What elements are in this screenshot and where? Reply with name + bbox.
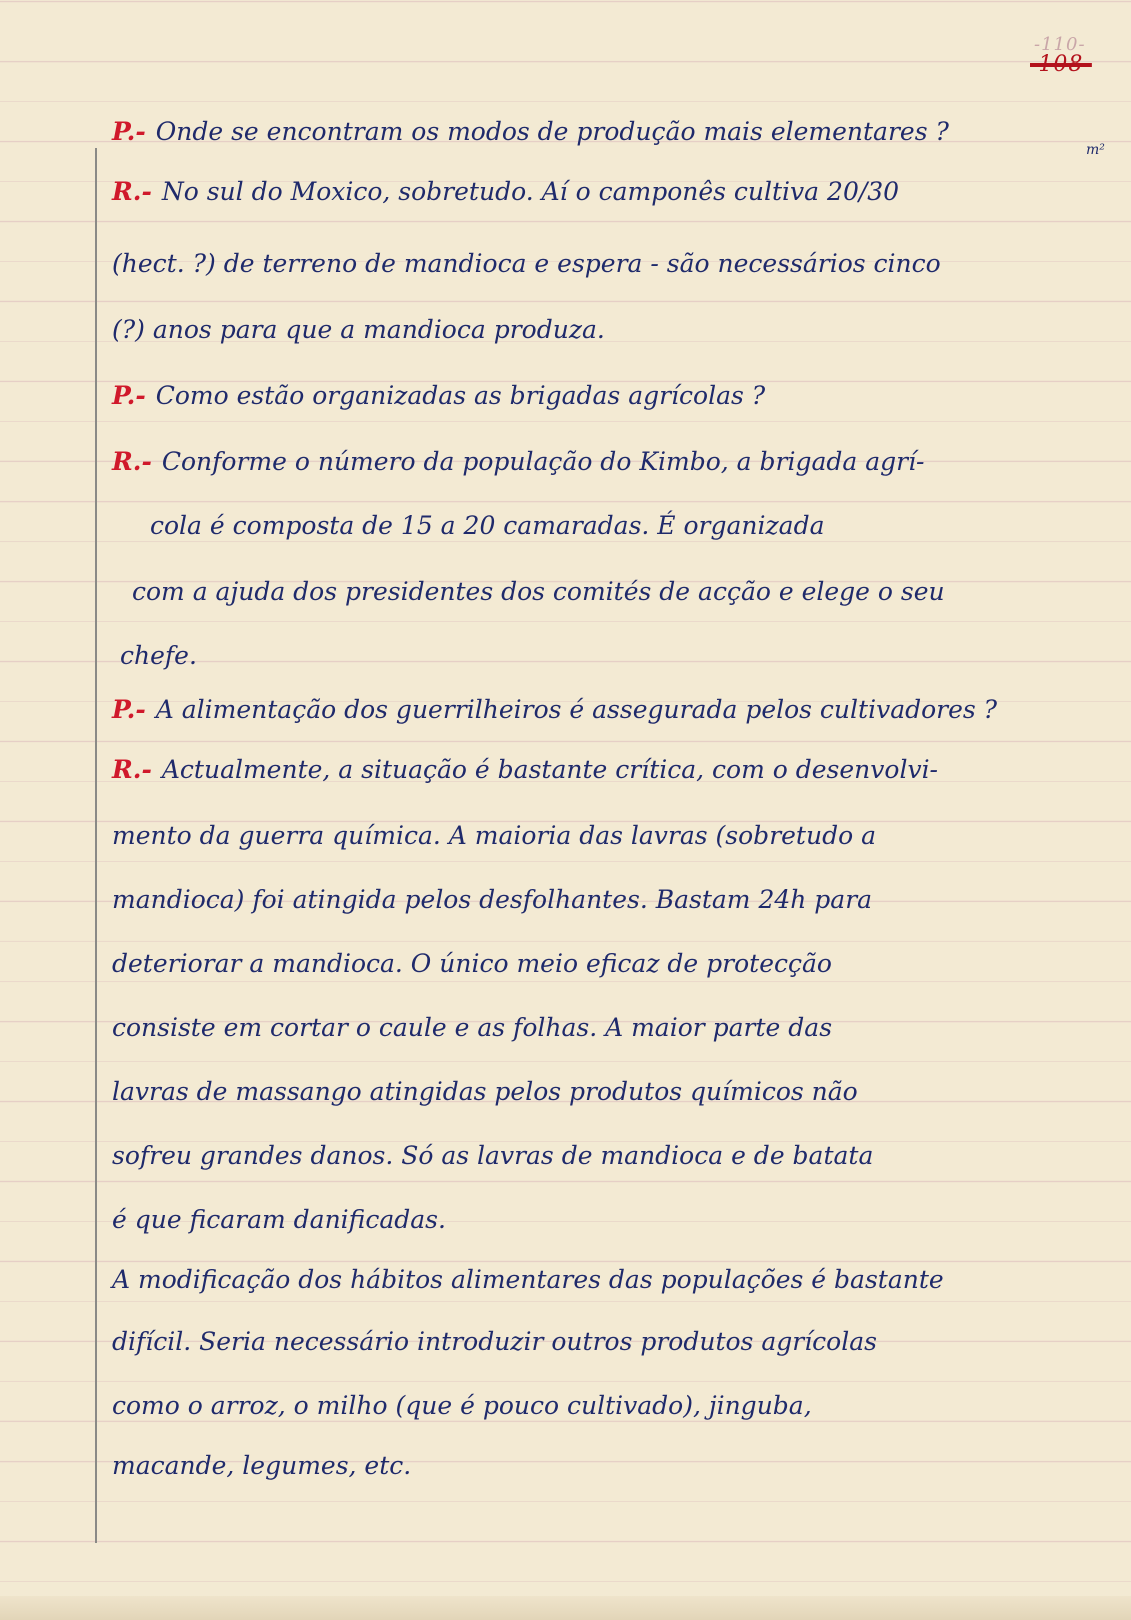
line-text: sofreu grandes danos. Só as lavras de mandioca e de batata xyxy=(112,1141,874,1170)
text-line xyxy=(120,636,1120,676)
text-line xyxy=(112,1260,1112,1300)
line-text: como o arroz, o milho (que é pouco cultivado), jinguba, xyxy=(112,1391,812,1420)
line-marker: R.- xyxy=(112,447,152,476)
line-text: Conforme o número da população do Kimbo, a brigada agrí- xyxy=(161,447,925,476)
line-text: Como estão organizadas as brigadas agrícolas ? xyxy=(155,381,766,410)
text-line xyxy=(132,572,1131,612)
line-text: Actualmente, a situação é bastante crítica, com o desenvolvi- xyxy=(161,755,939,784)
text-line xyxy=(112,1322,1112,1362)
line-marker: P.- xyxy=(112,117,146,146)
line-text: consiste em cortar o caule e as folhas. A maior parte das xyxy=(112,1013,833,1042)
line-text: é que ficaram danificadas. xyxy=(112,1205,446,1234)
line-text: A modificação dos hábitos alimentares das populações é bastante xyxy=(112,1265,944,1294)
text-line xyxy=(112,244,1112,284)
line-text: macande, legumes, etc. xyxy=(112,1451,412,1480)
text-line xyxy=(112,376,1112,416)
margin-note: m² xyxy=(1086,142,1105,158)
line-text: mandioca) foi atingida pelos desfolhantes. Bastam 24h para xyxy=(112,885,873,914)
text-line xyxy=(112,1446,1112,1486)
line-text: (hect. ?) de terreno de mandioca e espera - são necessários cinco xyxy=(112,249,941,278)
text-line xyxy=(112,310,1112,350)
text-line xyxy=(112,1008,1112,1048)
line-text: No sul do Moxico, sobretudo. Aí o camponês cultiva 20/30 xyxy=(161,177,900,206)
line-text: (?) anos para que a mandioca produza. xyxy=(112,315,605,344)
line-text: com a ajuda dos presidentes dos comités de acção e elege o seu xyxy=(132,577,945,606)
line-text: Onde se encontram os modos de produção mais elementares ? xyxy=(155,117,949,146)
text-line xyxy=(112,1386,1112,1426)
current-page-number: -108- xyxy=(1030,52,1092,77)
line-text: A alimentação dos guerrilheiros é assegurada pelos cultivadores ? xyxy=(155,695,998,724)
line-marker: P.- xyxy=(112,695,146,724)
text-line xyxy=(112,750,1112,790)
text-line xyxy=(112,690,1112,730)
previous-page-number: -110- xyxy=(1034,34,1086,55)
text-line xyxy=(112,880,1112,920)
line-marker: P.- xyxy=(112,381,146,410)
text-line xyxy=(112,944,1112,984)
line-text: deteriorar a mandioca. O único meio eficaz de protecção xyxy=(112,949,832,978)
line-marker: R.- xyxy=(112,177,152,206)
line-text: cola é composta de 15 a 20 camaradas. É organizada xyxy=(150,511,825,540)
text-line xyxy=(112,1200,1112,1240)
line-text: lavras de massango atingidas pelos produtos químicos não xyxy=(112,1077,858,1106)
text-line xyxy=(112,172,1112,212)
text-line xyxy=(112,1136,1112,1176)
page-number xyxy=(1030,34,1110,77)
text-line xyxy=(112,442,1112,482)
text-line xyxy=(112,112,1112,152)
line-text: chefe. xyxy=(120,641,197,670)
text-line xyxy=(112,816,1112,856)
line-text: mento da guerra química. A maioria das lavras (sobretudo a xyxy=(112,821,876,850)
page-bottom-edge xyxy=(0,1596,1131,1620)
margin-rule xyxy=(95,148,97,1543)
text-line xyxy=(150,506,1131,546)
line-text: difícil. Seria necessário introduzir outros produtos agrícolas xyxy=(112,1327,877,1356)
line-marker: R.- xyxy=(112,755,152,784)
text-line xyxy=(112,1072,1112,1112)
